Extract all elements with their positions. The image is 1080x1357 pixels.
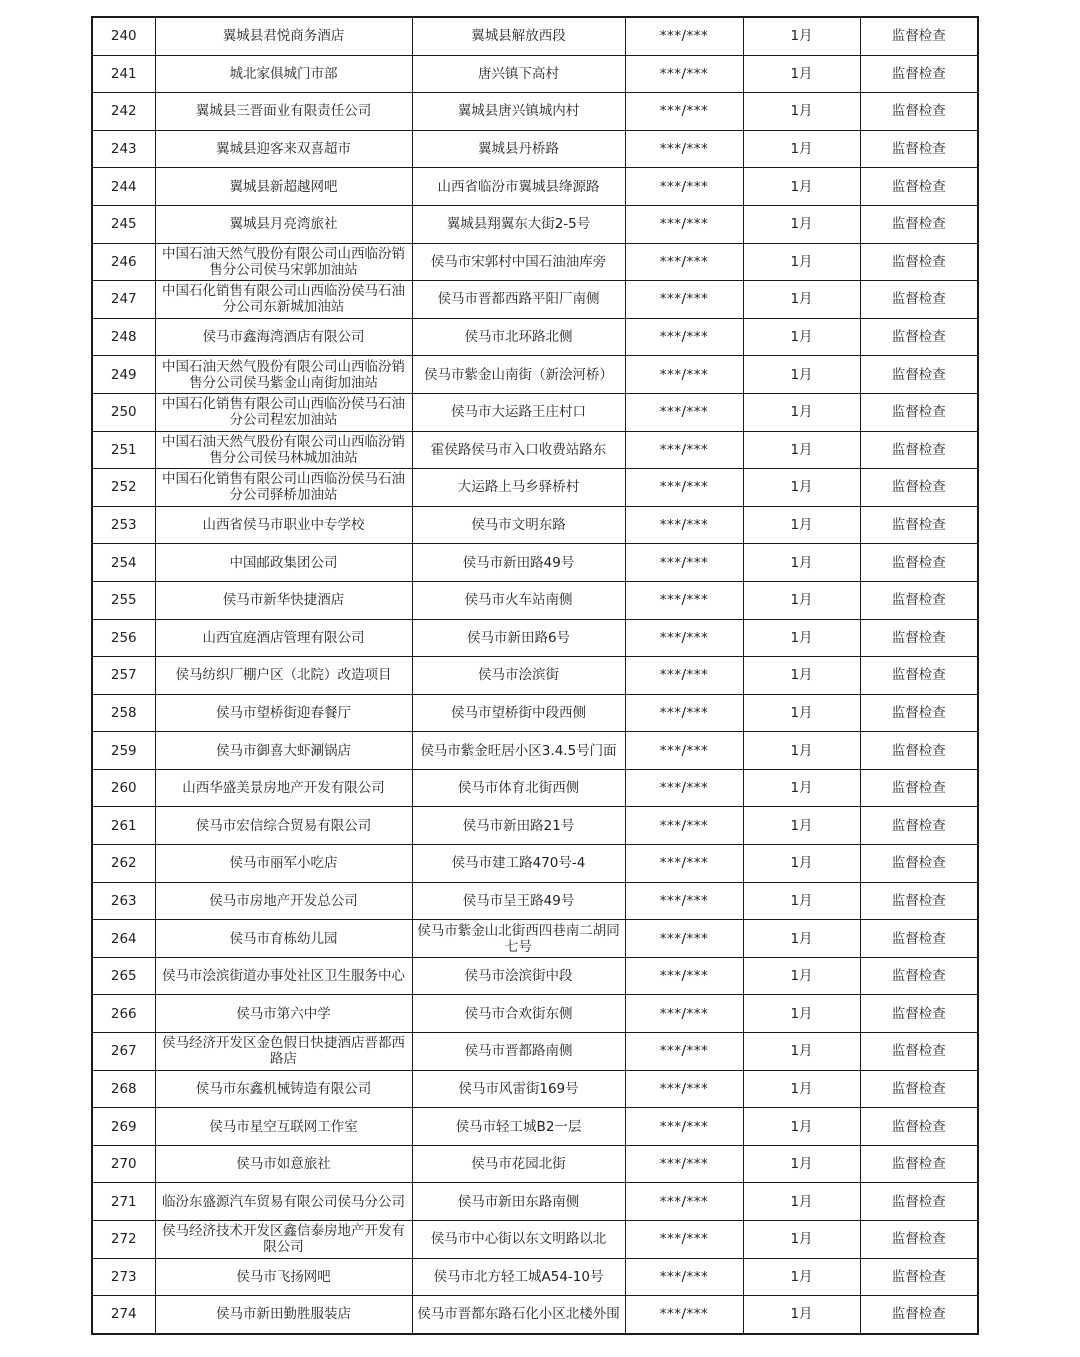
inspection-type: 监督检查 — [860, 1296, 978, 1334]
inspection-type: 监督检查 — [860, 807, 978, 845]
inspection-month: 1月 — [743, 657, 860, 695]
inspection-type: 监督检查 — [860, 619, 978, 657]
row-number: 249 — [92, 356, 155, 394]
table-row — [92, 469, 978, 507]
inspection-type: 监督检查 — [860, 920, 978, 958]
row-number: 261 — [92, 807, 155, 845]
inspection-month: 1月 — [743, 281, 860, 319]
inspection-type: 监督检查 — [860, 1070, 978, 1108]
inspection-month: 1月 — [743, 393, 860, 431]
row-number: 247 — [92, 281, 155, 319]
inspection-type: 监督检查 — [860, 544, 978, 582]
contact-phone: ***/*** — [625, 281, 743, 319]
inspection-month: 1月 — [743, 506, 860, 544]
table-row — [92, 544, 978, 582]
unit-name: 侯马市浍滨街道办事处社区卫生服务中心 — [155, 957, 412, 995]
contact-phone: ***/*** — [625, 544, 743, 582]
contact-phone: ***/*** — [625, 619, 743, 657]
contact-phone: ***/*** — [625, 469, 743, 507]
unit-address: 侯马市浍滨街中段 — [412, 957, 625, 995]
table-row — [92, 1108, 978, 1146]
row-number: 242 — [92, 93, 155, 131]
inspection-type: 监督检查 — [860, 995, 978, 1033]
contact-phone: ***/*** — [625, 581, 743, 619]
contact-phone: ***/*** — [625, 1258, 743, 1296]
unit-address: 侯马市花园北街 — [412, 1145, 625, 1183]
unit-address: 侯马市紫金旺居小区3.4.5号门面 — [412, 732, 625, 770]
unit-address: 侯马市建工路470号-4 — [412, 845, 625, 883]
unit-name: 侯马市鑫海湾酒店有限公司 — [155, 318, 412, 356]
inspection-type: 监督检查 — [860, 1221, 978, 1259]
table-row — [92, 920, 978, 958]
contact-phone: ***/*** — [625, 17, 743, 55]
inspection-record-table — [91, 16, 977, 1335]
unit-name: 中国石化销售有限公司山西临汾侯马石油分公司程宏加油站 — [155, 393, 412, 431]
table-row — [92, 1033, 978, 1071]
table-row — [92, 55, 978, 93]
unit-name: 侯马市望桥街迎春餐厅 — [155, 694, 412, 732]
row-number: 269 — [92, 1108, 155, 1146]
row-number: 270 — [92, 1145, 155, 1183]
table-row — [92, 243, 978, 281]
unit-address: 侯马市望桥街中段西侧 — [412, 694, 625, 732]
row-number: 259 — [92, 732, 155, 770]
unit-name: 中国石油天然气股份有限公司山西临汾销售分公司侯马宋郭加油站 — [155, 243, 412, 281]
contact-phone: ***/*** — [625, 845, 743, 883]
table-row — [92, 130, 978, 168]
table-row — [92, 1145, 978, 1183]
unit-address: 侯马市宋郭村中国石油油库旁 — [412, 243, 625, 281]
unit-name: 城北家俱城门市部 — [155, 55, 412, 93]
unit-address: 侯马市新田路49号 — [412, 544, 625, 582]
table-row — [92, 619, 978, 657]
table-row — [92, 995, 978, 1033]
inspection-type: 监督检查 — [860, 356, 978, 394]
contact-phone: ***/*** — [625, 93, 743, 131]
inspection-type: 监督检查 — [860, 1145, 978, 1183]
unit-name: 山西宜庭酒店管理有限公司 — [155, 619, 412, 657]
inspection-type: 监督检查 — [860, 168, 978, 206]
table-row — [92, 17, 978, 55]
unit-address: 侯马市轻工城B2一层 — [412, 1108, 625, 1146]
unit-name: 侯马市房地产开发总公司 — [155, 882, 412, 920]
unit-name: 侯马纺织厂棚户区（北院）改造项目 — [155, 657, 412, 695]
inspection-month: 1月 — [743, 544, 860, 582]
inspection-type: 监督检查 — [860, 130, 978, 168]
table-row — [92, 1296, 978, 1334]
row-number: 256 — [92, 619, 155, 657]
table-row — [92, 93, 978, 131]
row-number: 258 — [92, 694, 155, 732]
row-number: 244 — [92, 168, 155, 206]
inspection-month: 1月 — [743, 168, 860, 206]
contact-phone: ***/*** — [625, 55, 743, 93]
unit-name: 中国石油天然气股份有限公司山西临汾销售分公司侯马林城加油站 — [155, 431, 412, 469]
contact-phone: ***/*** — [625, 807, 743, 845]
inspection-type: 监督检查 — [860, 55, 978, 93]
contact-phone: ***/*** — [625, 694, 743, 732]
unit-address: 侯马市北方轻工城A54-10号 — [412, 1258, 625, 1296]
contact-phone: ***/*** — [625, 168, 743, 206]
contact-phone: ***/*** — [625, 243, 743, 281]
unit-name: 中国石化销售有限公司山西临汾侯马石油分公司东新城加油站 — [155, 281, 412, 319]
table-row — [92, 431, 978, 469]
table-row — [92, 1183, 978, 1221]
contact-phone: ***/*** — [625, 205, 743, 243]
row-number: 266 — [92, 995, 155, 1033]
contact-phone: ***/*** — [625, 1221, 743, 1259]
inspection-month: 1月 — [743, 694, 860, 732]
unit-address: 侯马市新田路6号 — [412, 619, 625, 657]
inspection-month: 1月 — [743, 920, 860, 958]
unit-name: 临汾东盛源汽车贸易有限公司侯马分公司 — [155, 1183, 412, 1221]
unit-name: 侯马市星空互联网工作室 — [155, 1108, 412, 1146]
unit-name: 侯马市宏信综合贸易有限公司 — [155, 807, 412, 845]
inspection-month: 1月 — [743, 807, 860, 845]
unit-name: 侯马市御喜大虾涮锅店 — [155, 732, 412, 770]
table-row — [92, 318, 978, 356]
row-number: 265 — [92, 957, 155, 995]
unit-name: 山西华盛美景房地产开发有限公司 — [155, 769, 412, 807]
contact-phone: ***/*** — [625, 356, 743, 394]
inspection-type: 监督检查 — [860, 732, 978, 770]
unit-address: 山西省临汾市翼城县绛源路 — [412, 168, 625, 206]
inspection-month: 1月 — [743, 957, 860, 995]
unit-name: 翼城县月亮湾旅社 — [155, 205, 412, 243]
inspection-month: 1月 — [743, 318, 860, 356]
inspection-month: 1月 — [743, 17, 860, 55]
contact-phone: ***/*** — [625, 318, 743, 356]
unit-address: 侯马市呈王路49号 — [412, 882, 625, 920]
row-number: 257 — [92, 657, 155, 695]
row-number: 255 — [92, 581, 155, 619]
contact-phone: ***/*** — [625, 1183, 743, 1221]
inspection-type: 监督检查 — [860, 1258, 978, 1296]
table-row — [92, 205, 978, 243]
row-number: 272 — [92, 1221, 155, 1259]
unit-name: 侯马市新华快捷酒店 — [155, 581, 412, 619]
row-number: 271 — [92, 1183, 155, 1221]
inspection-type: 监督检查 — [860, 506, 978, 544]
unit-name: 侯马市第六中学 — [155, 995, 412, 1033]
unit-address: 霍侯路侯马市入口收费站路东 — [412, 431, 625, 469]
table-row — [92, 581, 978, 619]
contact-phone: ***/*** — [625, 732, 743, 770]
table-row — [92, 356, 978, 394]
table-row — [92, 1221, 978, 1259]
row-number: 250 — [92, 393, 155, 431]
row-number: 268 — [92, 1070, 155, 1108]
table-row — [92, 957, 978, 995]
row-number: 254 — [92, 544, 155, 582]
table-row — [92, 1070, 978, 1108]
contact-phone: ***/*** — [625, 393, 743, 431]
inspection-month: 1月 — [743, 130, 860, 168]
row-number: 240 — [92, 17, 155, 55]
unit-address: 侯马市紫金山南街（新浍河桥） — [412, 356, 625, 394]
row-number: 274 — [92, 1296, 155, 1334]
inspection-type: 监督检查 — [860, 393, 978, 431]
table-row — [92, 732, 978, 770]
unit-name: 侯马市飞扬网吧 — [155, 1258, 412, 1296]
table-row — [92, 657, 978, 695]
unit-address: 侯马市中心街以东文明路以北 — [412, 1221, 625, 1259]
inspection-month: 1月 — [743, 882, 860, 920]
contact-phone: ***/*** — [625, 506, 743, 544]
unit-name: 侯马经济技术开发区鑫信泰房地产开发有限公司 — [155, 1221, 412, 1259]
row-number: 253 — [92, 506, 155, 544]
table-row — [92, 281, 978, 319]
contact-phone: ***/*** — [625, 1070, 743, 1108]
unit-name: 翼城县君悦商务酒店 — [155, 17, 412, 55]
inspection-month: 1月 — [743, 1145, 860, 1183]
inspection-type: 监督检查 — [860, 17, 978, 55]
unit-address: 侯马市体育北街西侧 — [412, 769, 625, 807]
unit-address: 侯马市火车站南侧 — [412, 581, 625, 619]
inspection-month: 1月 — [743, 356, 860, 394]
unit-address: 侯马市紫金山北街西四巷南二胡同七号 — [412, 920, 625, 958]
row-number: 273 — [92, 1258, 155, 1296]
unit-address: 侯马市北环路北侧 — [412, 318, 625, 356]
inspection-type: 监督检查 — [860, 1183, 978, 1221]
inspection-type: 监督检查 — [860, 205, 978, 243]
row-number: 263 — [92, 882, 155, 920]
table-row — [92, 845, 978, 883]
inspection-month: 1月 — [743, 1296, 860, 1334]
contact-phone: ***/*** — [625, 1108, 743, 1146]
row-number: 246 — [92, 243, 155, 281]
unit-address: 翼城县唐兴镇城内村 — [412, 93, 625, 131]
contact-phone: ***/*** — [625, 769, 743, 807]
unit-address: 翼城县解放西段 — [412, 17, 625, 55]
inspection-type: 监督检查 — [860, 769, 978, 807]
unit-address: 侯马市风雷街169号 — [412, 1070, 625, 1108]
row-number: 248 — [92, 318, 155, 356]
unit-address: 侯马市晋都路南侧 — [412, 1033, 625, 1071]
table-body — [92, 17, 978, 1334]
inspection-type: 监督检查 — [860, 1108, 978, 1146]
inspection-month: 1月 — [743, 845, 860, 883]
inspection-type: 监督检查 — [860, 431, 978, 469]
inspection-type: 监督检查 — [860, 318, 978, 356]
inspection-type: 监督检查 — [860, 93, 978, 131]
inspection-type: 监督检查 — [860, 581, 978, 619]
row-number: 260 — [92, 769, 155, 807]
inspection-month: 1月 — [743, 1108, 860, 1146]
unit-name: 翼城县迎客来双喜超市 — [155, 130, 412, 168]
row-number: 241 — [92, 55, 155, 93]
inspection-type: 监督检查 — [860, 845, 978, 883]
unit-name: 侯马市如意旅社 — [155, 1145, 412, 1183]
inspection-month: 1月 — [743, 619, 860, 657]
inspection-month: 1月 — [743, 1033, 860, 1071]
table-row — [92, 807, 978, 845]
unit-address: 侯马市浍滨街 — [412, 657, 625, 695]
table-row — [92, 506, 978, 544]
contact-phone: ***/*** — [625, 920, 743, 958]
inspection-type: 监督检查 — [860, 694, 978, 732]
row-number: 252 — [92, 469, 155, 507]
record-table — [91, 16, 979, 1335]
inspection-month: 1月 — [743, 769, 860, 807]
inspection-month: 1月 — [743, 995, 860, 1033]
table-row — [92, 694, 978, 732]
row-number: 262 — [92, 845, 155, 883]
row-number: 245 — [92, 205, 155, 243]
inspection-type: 监督检查 — [860, 957, 978, 995]
inspection-type: 监督检查 — [860, 882, 978, 920]
table-row — [92, 1258, 978, 1296]
row-number: 243 — [92, 130, 155, 168]
table-row — [92, 769, 978, 807]
contact-phone: ***/*** — [625, 1145, 743, 1183]
contact-phone: ***/*** — [625, 1296, 743, 1334]
inspection-type: 监督检查 — [860, 1033, 978, 1071]
inspection-month: 1月 — [743, 205, 860, 243]
inspection-month: 1月 — [743, 431, 860, 469]
row-number: 264 — [92, 920, 155, 958]
unit-address: 侯马市文明东路 — [412, 506, 625, 544]
inspection-month: 1月 — [743, 243, 860, 281]
unit-name: 侯马经济开发区金色假日快捷酒店晋都西路店 — [155, 1033, 412, 1071]
unit-name: 侯马市东鑫机械铸造有限公司 — [155, 1070, 412, 1108]
unit-address: 侯马市合欢街东侧 — [412, 995, 625, 1033]
unit-address: 侯马市晋都西路平阳厂南侧 — [412, 281, 625, 319]
unit-name: 翼城县三晋面业有限责任公司 — [155, 93, 412, 131]
unit-name: 中国石化销售有限公司山西临汾侯马石油分公司驿桥加油站 — [155, 469, 412, 507]
contact-phone: ***/*** — [625, 995, 743, 1033]
unit-name: 侯马市新田勤胜服装店 — [155, 1296, 412, 1334]
inspection-type: 监督检查 — [860, 657, 978, 695]
unit-address: 侯马市大运路王庄村口 — [412, 393, 625, 431]
inspection-month: 1月 — [743, 1070, 860, 1108]
inspection-type: 监督检查 — [860, 469, 978, 507]
contact-phone: ***/*** — [625, 130, 743, 168]
inspection-type: 监督检查 — [860, 243, 978, 281]
unit-address: 侯马市新田路21号 — [412, 807, 625, 845]
unit-name: 山西省侯马市职业中专学校 — [155, 506, 412, 544]
unit-name: 中国邮政集团公司 — [155, 544, 412, 582]
row-number: 267 — [92, 1033, 155, 1071]
contact-phone: ***/*** — [625, 957, 743, 995]
unit-address: 翼城县翔翼东大街2-5号 — [412, 205, 625, 243]
inspection-month: 1月 — [743, 1221, 860, 1259]
inspection-month: 1月 — [743, 1258, 860, 1296]
unit-name: 侯马市育栋幼儿园 — [155, 920, 412, 958]
inspection-month: 1月 — [743, 581, 860, 619]
unit-name: 中国石油天然气股份有限公司山西临汾销售分公司侯马紫金山南街加油站 — [155, 356, 412, 394]
inspection-month: 1月 — [743, 469, 860, 507]
unit-name: 翼城县新超越网吧 — [155, 168, 412, 206]
inspection-type: 监督检查 — [860, 281, 978, 319]
contact-phone: ***/*** — [625, 431, 743, 469]
unit-address: 侯马市晋都东路石化小区北楼外围 — [412, 1296, 625, 1334]
unit-address: 侯马市新田东路南侧 — [412, 1183, 625, 1221]
table-row — [92, 393, 978, 431]
contact-phone: ***/*** — [625, 882, 743, 920]
unit-address: 唐兴镇下高村 — [412, 55, 625, 93]
row-number: 251 — [92, 431, 155, 469]
table-row — [92, 882, 978, 920]
inspection-month: 1月 — [743, 732, 860, 770]
inspection-month: 1月 — [743, 1183, 860, 1221]
table-row — [92, 168, 978, 206]
inspection-month: 1月 — [743, 93, 860, 131]
unit-address: 翼城县丹桥路 — [412, 130, 625, 168]
contact-phone: ***/*** — [625, 657, 743, 695]
unit-address: 大运路上马乡驿桥村 — [412, 469, 625, 507]
unit-name: 侯马市丽军小吃店 — [155, 845, 412, 883]
inspection-month: 1月 — [743, 55, 860, 93]
contact-phone: ***/*** — [625, 1033, 743, 1071]
